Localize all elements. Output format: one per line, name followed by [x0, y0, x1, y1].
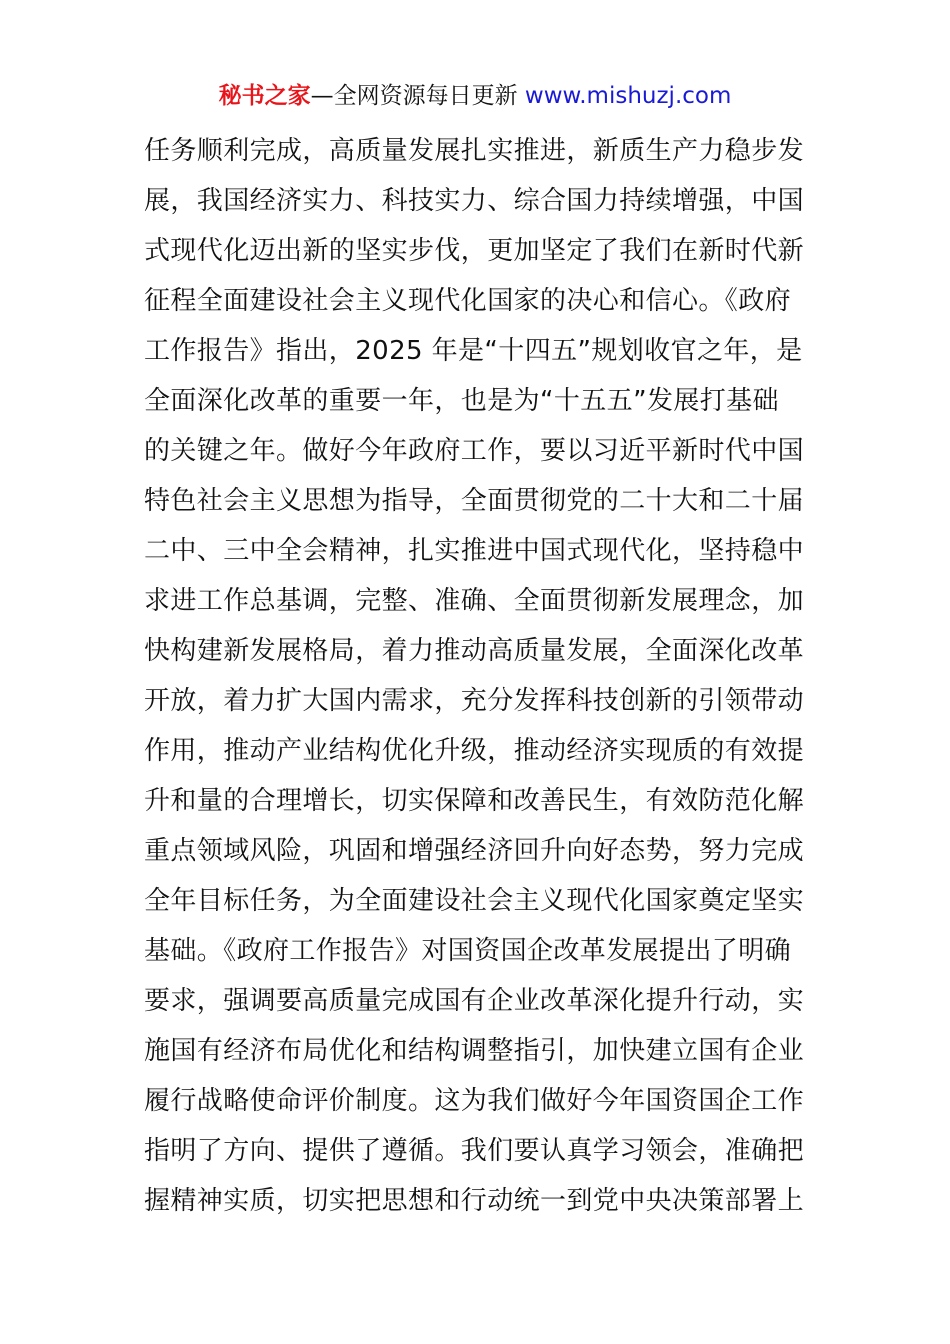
page-header	[0, 80, 950, 112]
text-line: 工作报告》指出，2025 年是“十四五”规划收官之年，是	[144, 336, 803, 366]
document-body	[144, 126, 824, 1226]
brand-name: 秘书之家	[218, 83, 311, 109]
text-line: 指明了方向、提供了遵循。我们要认真学习领会，准确把	[144, 1136, 805, 1166]
text-line: 开放，着力扩大国内需求，充分发挥科技创新的引领带动	[144, 686, 805, 716]
header-tagline: —全网资源每日更新	[310, 83, 518, 109]
text-line: 展，我国经济实力、科技实力、综合国力持续增强，中国	[144, 186, 805, 216]
text-line: 履行战略使命评价制度。这为我们做好今年国资国企工作	[144, 1086, 805, 1116]
text-line: 重点领域风险，巩固和增强经济回升向好态势，努力完成	[144, 836, 805, 866]
text-line: 特色社会主义思想为指导，全面贯彻党的二十大和二十届	[144, 486, 805, 516]
text-line: 二中、三中全会精神，扎实推进中国式现代化，坚持稳中	[144, 536, 805, 566]
text-line: 升和量的合理增长，切实保障和改善民生，有效防范化解	[144, 786, 805, 816]
text-line: 式现代化迈出新的坚实步伐，更加坚定了我们在新时代新	[144, 236, 805, 266]
text-line: 要求，强调要高质量完成国有企业改革深化提升行动，实	[144, 986, 805, 1016]
text-line: 全面深化改革的重要一年，也是为“十五五”发展打基础	[144, 386, 779, 416]
text-line: 全年目标任务，为全面建设社会主义现代化国家奠定坚实	[144, 886, 805, 916]
text-line: 征程全面建设社会主义现代化国家的决心和信心。《政府	[144, 286, 792, 316]
text-line: 施国有经济布局优化和结构调整指引，加快建立国有企业	[144, 1036, 805, 1066]
text-line: 作用，推动产业结构优化升级，推动经济实现质的有效提	[144, 736, 805, 766]
text-line: 握精神实质，切实把思想和行动统一到党中央决策部署上	[144, 1186, 805, 1216]
text-line: 任务顺利完成，高质量发展扎实推进，新质生产力稳步发	[144, 136, 805, 166]
text-line: 的关键之年。做好今年政府工作，要以习近平新时代中国	[144, 436, 805, 466]
site-url[interactable]: www.mishuzj.com	[524, 83, 732, 109]
text-line: 基础。《政府工作报告》对国资国企改革发展提出了明确	[144, 936, 792, 966]
text-line: 求进工作总基调，完整、准确、全面贯彻新发展理念，加	[144, 586, 805, 616]
text-line: 快构建新发展格局，着力推动高质量发展，全面深化改革	[144, 636, 805, 666]
